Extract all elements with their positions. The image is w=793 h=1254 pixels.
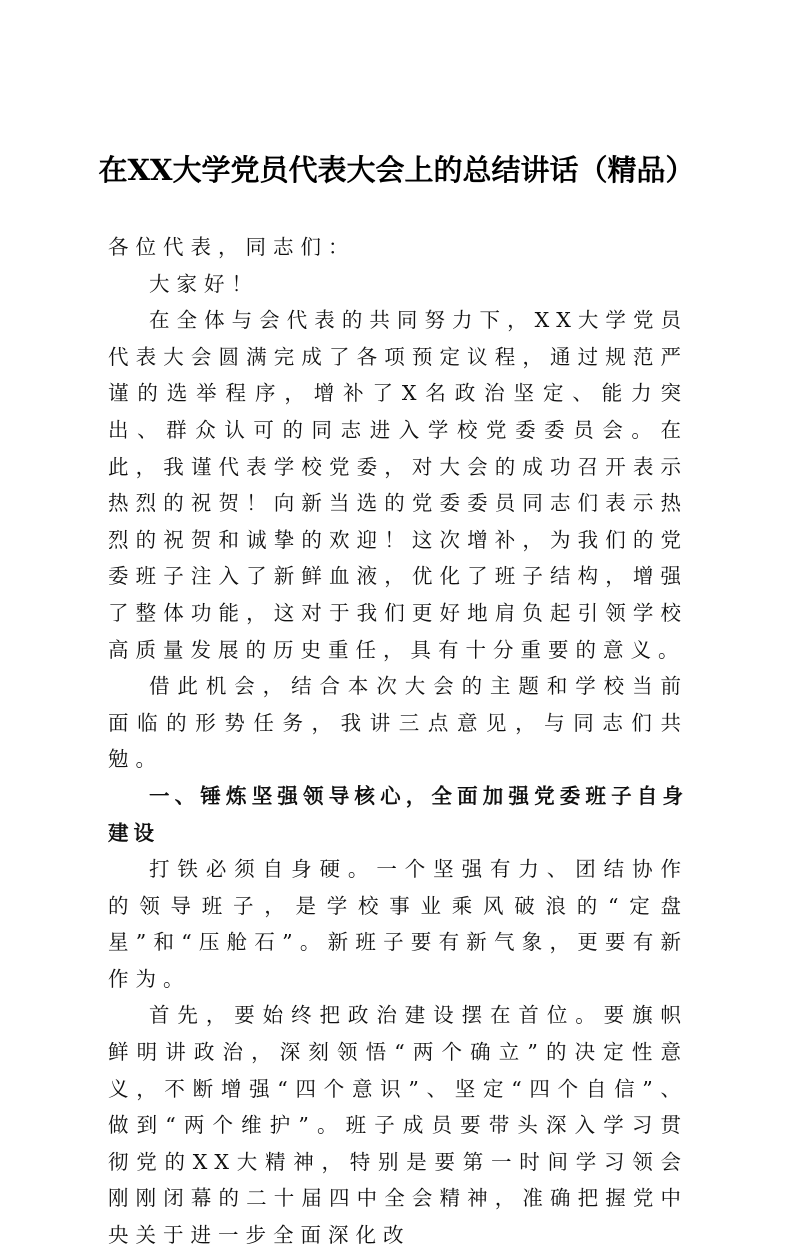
salutation: 各位代表，同志们： <box>108 235 356 259</box>
body-paragraph: 在全体与会代表的共同努力下，XX大学党员代表大会圆满完成了各项预定议程，通过规范严谨的选举程序，增补了X名政治坚定、能力突出、群众认可的同志进入学校党委委员会。在此，我谨代表学校党委，对大会的成功召开表示热烈的祝贺！向新当选的党委委员同志们表示热烈的祝贺和诚挚的欢迎！这次增补，为我们的党委班子注入了新鲜血液，优化了班子结构，增强了整体功能，这对于我们更好地肩负起引领学校高质量发展的历史重任，具有十分重要的意义。 <box>108 308 688 662</box>
body-paragraph: 打铁必须自身硬。一个坚强有力、团结协作的领导班子，是学校事业乘风破浪的“定盘星”和“压舱石”。新班子要有新气象，更要有新作为。 <box>108 857 688 991</box>
document-title: 在XX大学党员代表大会上的总结讲话（精品） <box>98 153 695 187</box>
document-body <box>108 229 688 1254</box>
greeting-paragraph: 大家好！ <box>149 271 259 296</box>
body-paragraph: 借此机会，结合本次大会的主题和学校当前面临的形势任务，我讲三点意见，与同志们共勉。 <box>108 674 688 772</box>
body-paragraph: 首先，要始终把政治建设摆在首位。要旗帜鲜明讲政治，深刻领悟“两个确立”的决定性意义，不断增强“四个意识”、坚定“四个自信”、做到“两个维护”。班子成员要带头深入学习贯彻党的XX大精神，特别是要第一时间学习领会刚刚闭幕的二十届四中全会精神，准确把握党中央关于进一步全面深化改 <box>108 1003 688 1248</box>
section-heading: 一、锤炼坚强领导核心，全面加强党委班子自身建设 <box>108 783 688 845</box>
